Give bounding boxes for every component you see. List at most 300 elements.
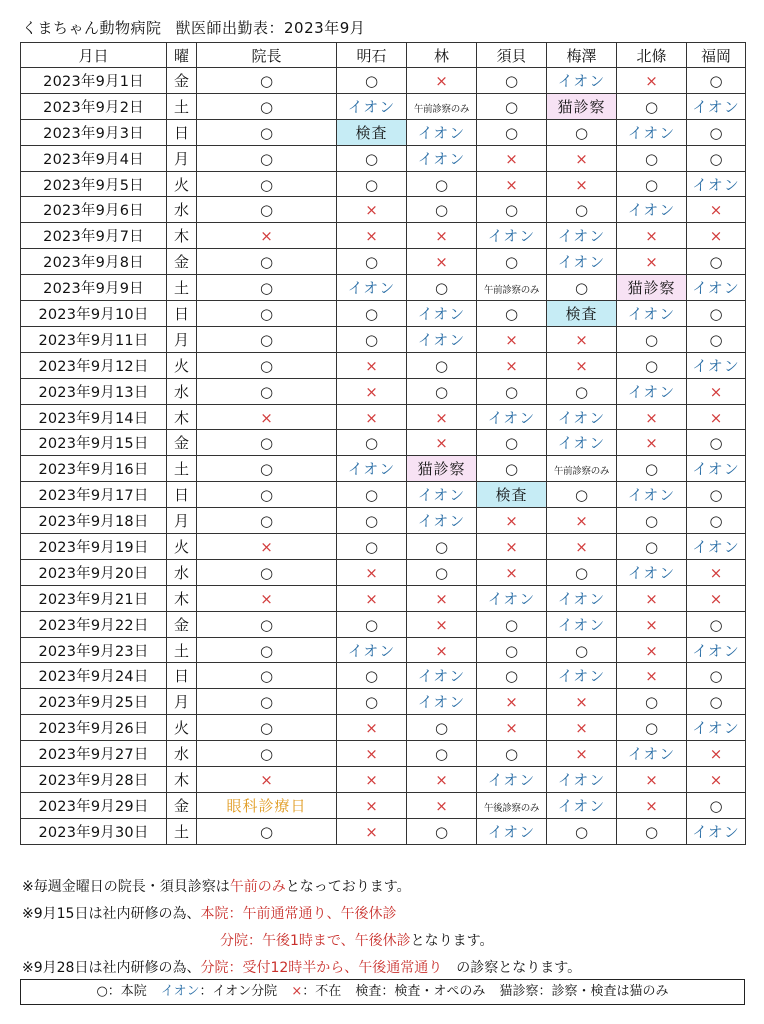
- cell-akashi: [337, 611, 407, 637]
- status-off: ×: [365, 408, 378, 427]
- row-date: 2023年9月26日: [21, 715, 167, 741]
- status-cat: 猫診察: [557, 97, 606, 116]
- cell-umezawa: [547, 559, 617, 585]
- status-off: ×: [709, 563, 723, 582]
- cell-fukuoka: [687, 534, 746, 560]
- cell-director: [197, 456, 337, 482]
- cell-hayashi: [407, 301, 477, 327]
- row-date: 2023年9月9日: [21, 275, 167, 301]
- note-text: の診察となります。: [442, 960, 582, 976]
- status-main: ○: [364, 149, 379, 168]
- status-ion: イオン: [627, 382, 676, 401]
- status-off: ×: [260, 227, 273, 246]
- table-row: [21, 689, 746, 715]
- cell-director: [197, 378, 337, 404]
- cell-sugai: [477, 171, 547, 197]
- row-weekday: 木: [167, 585, 197, 611]
- status-main: ○: [709, 123, 723, 142]
- status-exam: 検査: [565, 304, 598, 323]
- status-eye: 眼科診療日: [226, 796, 307, 815]
- status-off: ×: [709, 201, 723, 220]
- status-ion: イオン: [557, 227, 606, 246]
- cell-umezawa: [547, 171, 617, 197]
- status-main: ○: [644, 719, 659, 738]
- status-cat: 猫診察: [627, 279, 676, 298]
- cell-umezawa: [547, 119, 617, 145]
- cell-fukuoka: [687, 145, 746, 171]
- row-weekday: 火: [167, 352, 197, 378]
- row-date: 2023年9月5日: [21, 171, 167, 197]
- cell-hojo: [617, 611, 687, 637]
- status-off: ×: [505, 719, 518, 738]
- cell-sugai: [477, 301, 547, 327]
- status-main: ○: [709, 304, 723, 323]
- cell-director: [197, 585, 337, 611]
- cell-hayashi: [407, 663, 477, 689]
- cell-hojo: [617, 68, 687, 94]
- cell-umezawa: [547, 249, 617, 275]
- status-main: ○: [434, 822, 449, 841]
- note-highlight: 分院：受付12時半から、午後通常通り: [200, 960, 443, 976]
- status-main: ○: [574, 822, 589, 841]
- cell-sugai: [477, 818, 547, 844]
- cell-umezawa: [547, 93, 617, 119]
- cell-umezawa: [547, 223, 617, 249]
- table-row: [21, 482, 746, 508]
- cell-director: [197, 818, 337, 844]
- cell-hayashi: [407, 275, 477, 301]
- cell-umezawa: [547, 301, 617, 327]
- status-main: ○: [709, 512, 723, 531]
- cell-director: [197, 767, 337, 793]
- row-weekday: 水: [167, 378, 197, 404]
- row-date: 2023年9月19日: [21, 534, 167, 560]
- cell-hayashi: [407, 482, 477, 508]
- cell-hojo: [617, 689, 687, 715]
- cell-director: [197, 171, 337, 197]
- status-off: ×: [435, 253, 448, 272]
- cell-hojo: [617, 249, 687, 275]
- status-ion: イオン: [417, 512, 466, 531]
- table-row: [21, 559, 746, 585]
- cell-fukuoka: [687, 378, 746, 404]
- status-off: ×: [260, 589, 273, 608]
- cell-akashi: [337, 119, 407, 145]
- row-weekday: 土: [167, 456, 197, 482]
- cell-director: [197, 689, 337, 715]
- cell-akashi: [337, 482, 407, 508]
- status-ion: イオン: [347, 97, 396, 116]
- status-off: ×: [435, 615, 448, 634]
- status-off: ×: [505, 563, 518, 582]
- cell-hayashi: [407, 197, 477, 223]
- status-off: ×: [365, 382, 378, 401]
- status-off: ×: [575, 512, 588, 531]
- clinic-name: くまちゃん動物病院: [22, 19, 162, 37]
- status-main: ○: [259, 822, 274, 841]
- table-row: [21, 378, 746, 404]
- cell-umezawa: [547, 611, 617, 637]
- table-row: [21, 249, 746, 275]
- row-date: 2023年9月15日: [21, 430, 167, 456]
- cell-akashi: [337, 404, 407, 430]
- row-weekday: 月: [167, 326, 197, 352]
- row-date: 2023年9月20日: [21, 559, 167, 585]
- cell-fukuoka: [687, 767, 746, 793]
- cell-hayashi: [407, 585, 477, 611]
- cell-fukuoka: [687, 430, 746, 456]
- status-main: ○: [434, 563, 449, 582]
- cell-umezawa: [547, 275, 617, 301]
- cell-umezawa: [547, 767, 617, 793]
- status-am: 午前診察のみ: [413, 103, 470, 115]
- cell-hayashi: [407, 171, 477, 197]
- cell-umezawa: [547, 378, 617, 404]
- cell-director: [197, 68, 337, 94]
- status-main: ○: [259, 641, 274, 660]
- row-weekday: 月: [167, 508, 197, 534]
- status-main: ○: [364, 667, 379, 686]
- status-off: ×: [365, 356, 378, 375]
- status-off: ×: [435, 641, 448, 660]
- cell-sugai: [477, 715, 547, 741]
- status-ion: イオン: [557, 796, 606, 815]
- status-main: ○: [644, 693, 659, 712]
- cell-akashi: [337, 534, 407, 560]
- row-date: 2023年9月21日: [21, 585, 167, 611]
- cell-umezawa: [547, 585, 617, 611]
- header-fukuoka: 福岡: [687, 43, 746, 68]
- status-main: ○: [259, 304, 274, 323]
- status-ion: イオン: [417, 330, 466, 349]
- status-off: ×: [260, 770, 273, 789]
- status-main: ○: [574, 382, 589, 401]
- cell-sugai: [477, 508, 547, 534]
- header-date: 月日: [21, 43, 167, 68]
- cell-umezawa: [547, 197, 617, 223]
- row-weekday: 木: [167, 404, 197, 430]
- cell-sugai: [477, 482, 547, 508]
- cell-akashi: [337, 767, 407, 793]
- status-main: ○: [259, 434, 274, 453]
- status-off: ×: [260, 537, 273, 556]
- status-off: ×: [365, 745, 378, 764]
- cell-sugai: [477, 326, 547, 352]
- status-exam: 検査: [495, 486, 528, 505]
- cell-fukuoka: [687, 197, 746, 223]
- cell-fukuoka: [687, 792, 746, 818]
- cell-director: [197, 430, 337, 456]
- status-main: ○: [259, 356, 274, 375]
- row-date: 2023年9月14日: [21, 404, 167, 430]
- cell-hayashi: [407, 637, 477, 663]
- cell-umezawa: [547, 637, 617, 663]
- cell-hojo: [617, 482, 687, 508]
- cell-akashi: [337, 68, 407, 94]
- status-off: ×: [645, 227, 658, 246]
- status-ion: イオン: [347, 460, 396, 479]
- cell-umezawa: [547, 326, 617, 352]
- status-main: ○: [364, 693, 379, 712]
- status-am: 午前診察のみ: [553, 466, 610, 478]
- cell-akashi: [337, 715, 407, 741]
- cell-director: [197, 637, 337, 663]
- cell-director: [197, 508, 337, 534]
- status-main: ○: [364, 512, 379, 531]
- note-line-2: [22, 901, 581, 928]
- cell-umezawa: [547, 352, 617, 378]
- cell-hojo: [617, 119, 687, 145]
- table-row: [21, 456, 746, 482]
- cell-sugai: [477, 404, 547, 430]
- status-ion: イオン: [692, 175, 740, 194]
- cell-hayashi: [407, 741, 477, 767]
- cell-hayashi: [407, 559, 477, 585]
- status-ion: イオン: [417, 123, 466, 142]
- status-ion: イオン: [557, 615, 606, 634]
- row-date: 2023年9月1日: [21, 68, 167, 94]
- status-main: ○: [259, 719, 274, 738]
- status-ion: イオン: [627, 304, 676, 323]
- status-main: ○: [644, 175, 659, 194]
- status-off: ×: [365, 719, 378, 738]
- row-date: 2023年9月25日: [21, 689, 167, 715]
- status-off: ×: [505, 356, 518, 375]
- cell-director: [197, 404, 337, 430]
- status-ion: イオン: [627, 201, 676, 220]
- row-weekday: 木: [167, 767, 197, 793]
- status-off: ×: [505, 149, 518, 168]
- status-off: ×: [575, 719, 588, 738]
- row-weekday: 土: [167, 637, 197, 663]
- cell-umezawa: [547, 534, 617, 560]
- row-weekday: 日: [167, 301, 197, 327]
- cell-akashi: [337, 456, 407, 482]
- cell-director: [197, 559, 337, 585]
- status-off: ×: [365, 227, 378, 246]
- note-text: ※9月28日は社内研修の為、: [22, 960, 201, 976]
- legend-cat: 猫診察：診察・検査は猫のみ: [499, 984, 669, 999]
- status-main: ○: [709, 693, 723, 712]
- cell-sugai: [477, 197, 547, 223]
- notes: [22, 874, 581, 982]
- row-weekday: 火: [167, 715, 197, 741]
- status-off: ×: [435, 71, 448, 90]
- status-main: ○: [259, 123, 274, 142]
- row-date: 2023年9月11日: [21, 326, 167, 352]
- cell-akashi: [337, 249, 407, 275]
- status-main: ○: [364, 304, 379, 323]
- cell-umezawa: [547, 818, 617, 844]
- cell-hayashi: [407, 430, 477, 456]
- status-main: ○: [259, 97, 274, 116]
- status-main: ○: [434, 201, 449, 220]
- status-off: ×: [645, 253, 658, 272]
- status-main: ○: [259, 693, 274, 712]
- status-off: ×: [645, 667, 658, 686]
- status-main: ○: [644, 97, 659, 116]
- note-highlight: 本院：午前通常通り、午後休診: [200, 906, 397, 922]
- status-main: ○: [574, 486, 589, 505]
- status-main: ○: [644, 822, 659, 841]
- cell-umezawa: [547, 741, 617, 767]
- row-weekday: 土: [167, 818, 197, 844]
- status-off: ×: [365, 822, 378, 841]
- cell-akashi: [337, 378, 407, 404]
- row-date: 2023年9月28日: [21, 767, 167, 793]
- status-main: ○: [434, 537, 449, 556]
- status-ion: イオン: [692, 356, 740, 375]
- cell-hojo: [617, 637, 687, 663]
- cell-sugai: [477, 119, 547, 145]
- cell-hayashi: [407, 326, 477, 352]
- cell-umezawa: [547, 689, 617, 715]
- status-main: ○: [504, 434, 519, 453]
- row-date: 2023年9月7日: [21, 223, 167, 249]
- row-date: 2023年9月30日: [21, 818, 167, 844]
- legend-ion: イオン: [160, 984, 200, 999]
- status-ion: イオン: [487, 770, 536, 789]
- cell-umezawa: [547, 68, 617, 94]
- cell-sugai: [477, 145, 547, 171]
- status-ion: イオン: [692, 537, 740, 556]
- cell-sugai: [477, 275, 547, 301]
- status-off: ×: [645, 589, 658, 608]
- cell-director: [197, 275, 337, 301]
- header-akashi: 明石: [337, 43, 407, 68]
- cell-hojo: [617, 585, 687, 611]
- table-row: [21, 223, 746, 249]
- status-am: 午前診察のみ: [483, 285, 540, 297]
- status-off: ×: [645, 615, 658, 634]
- cell-hayashi: [407, 689, 477, 715]
- cell-akashi: [337, 145, 407, 171]
- header-hayashi: 林: [407, 43, 477, 68]
- row-weekday: 日: [167, 482, 197, 508]
- cell-fukuoka: [687, 404, 746, 430]
- cell-fukuoka: [687, 301, 746, 327]
- table-row: [21, 93, 746, 119]
- cell-akashi: [337, 637, 407, 663]
- row-weekday: 金: [167, 611, 197, 637]
- status-off: ×: [575, 175, 588, 194]
- status-main: ○: [259, 175, 274, 194]
- cell-fukuoka: [687, 637, 746, 663]
- status-ion: イオン: [627, 123, 676, 142]
- status-main: ○: [364, 71, 379, 90]
- cell-akashi: [337, 326, 407, 352]
- row-weekday: 日: [167, 663, 197, 689]
- cell-director: [197, 534, 337, 560]
- status-main: ○: [709, 615, 723, 634]
- status-off: ×: [505, 175, 518, 194]
- cell-hojo: [617, 715, 687, 741]
- status-ion: イオン: [627, 486, 676, 505]
- status-off: ×: [709, 770, 723, 789]
- status-main: ○: [574, 201, 589, 220]
- status-main: ○: [364, 486, 379, 505]
- cell-hojo: [617, 223, 687, 249]
- status-main: ○: [259, 563, 274, 582]
- table-row: [21, 611, 746, 637]
- table-row: [21, 508, 746, 534]
- status-off: ×: [365, 589, 378, 608]
- status-main: ○: [709, 667, 723, 686]
- status-main: ○: [259, 382, 274, 401]
- cell-hojo: [617, 430, 687, 456]
- status-main: ○: [504, 460, 519, 479]
- status-main: ○: [709, 796, 723, 815]
- status-main: ○: [259, 512, 274, 531]
- row-weekday: 金: [167, 430, 197, 456]
- table-row: [21, 119, 746, 145]
- cell-hojo: [617, 352, 687, 378]
- cell-akashi: [337, 93, 407, 119]
- status-off: ×: [575, 693, 588, 712]
- cell-hojo: [617, 301, 687, 327]
- status-ion: イオン: [557, 71, 606, 90]
- cell-hayashi: [407, 249, 477, 275]
- cell-fukuoka: [687, 352, 746, 378]
- status-ion: イオン: [692, 822, 740, 841]
- cell-fukuoka: [687, 689, 746, 715]
- row-weekday: 水: [167, 741, 197, 767]
- status-off: ×: [575, 330, 588, 349]
- row-date: 2023年9月22日: [21, 611, 167, 637]
- note-text: ※9月15日は社内研修の為、: [22, 906, 201, 922]
- cell-hayashi: [407, 611, 477, 637]
- cell-sugai: [477, 223, 547, 249]
- status-main: ○: [364, 615, 379, 634]
- cell-hayashi: [407, 792, 477, 818]
- cell-director: [197, 93, 337, 119]
- status-off: ×: [365, 770, 378, 789]
- status-main: ○: [434, 382, 449, 401]
- legend-main: ○：本院: [96, 984, 147, 999]
- cell-director: [197, 119, 337, 145]
- status-ion: イオン: [557, 589, 606, 608]
- status-ion: イオン: [417, 304, 466, 323]
- cell-fukuoka: [687, 818, 746, 844]
- cell-fukuoka: [687, 249, 746, 275]
- status-main: ○: [434, 719, 449, 738]
- cell-fukuoka: [687, 482, 746, 508]
- cell-umezawa: [547, 145, 617, 171]
- cell-sugai: [477, 611, 547, 637]
- status-off: ×: [435, 589, 448, 608]
- status-off: ×: [505, 512, 518, 531]
- cell-fukuoka: [687, 93, 746, 119]
- status-off: ×: [709, 408, 723, 427]
- status-main: ○: [364, 175, 379, 194]
- legend-exam: 検査：検査・オペのみ: [355, 984, 486, 999]
- status-off: ×: [645, 434, 658, 453]
- cell-sugai: [477, 767, 547, 793]
- row-weekday: 木: [167, 223, 197, 249]
- table-row: [21, 585, 746, 611]
- row-weekday: 金: [167, 249, 197, 275]
- status-ion: イオン: [417, 149, 466, 168]
- status-cat: 猫診察: [417, 460, 466, 479]
- cell-hayashi: [407, 767, 477, 793]
- status-main: ○: [644, 330, 659, 349]
- cell-akashi: [337, 197, 407, 223]
- row-weekday: 月: [167, 145, 197, 171]
- cell-director: [197, 663, 337, 689]
- status-main: ○: [259, 149, 274, 168]
- status-main: ○: [644, 537, 659, 556]
- status-ion: イオン: [557, 667, 606, 686]
